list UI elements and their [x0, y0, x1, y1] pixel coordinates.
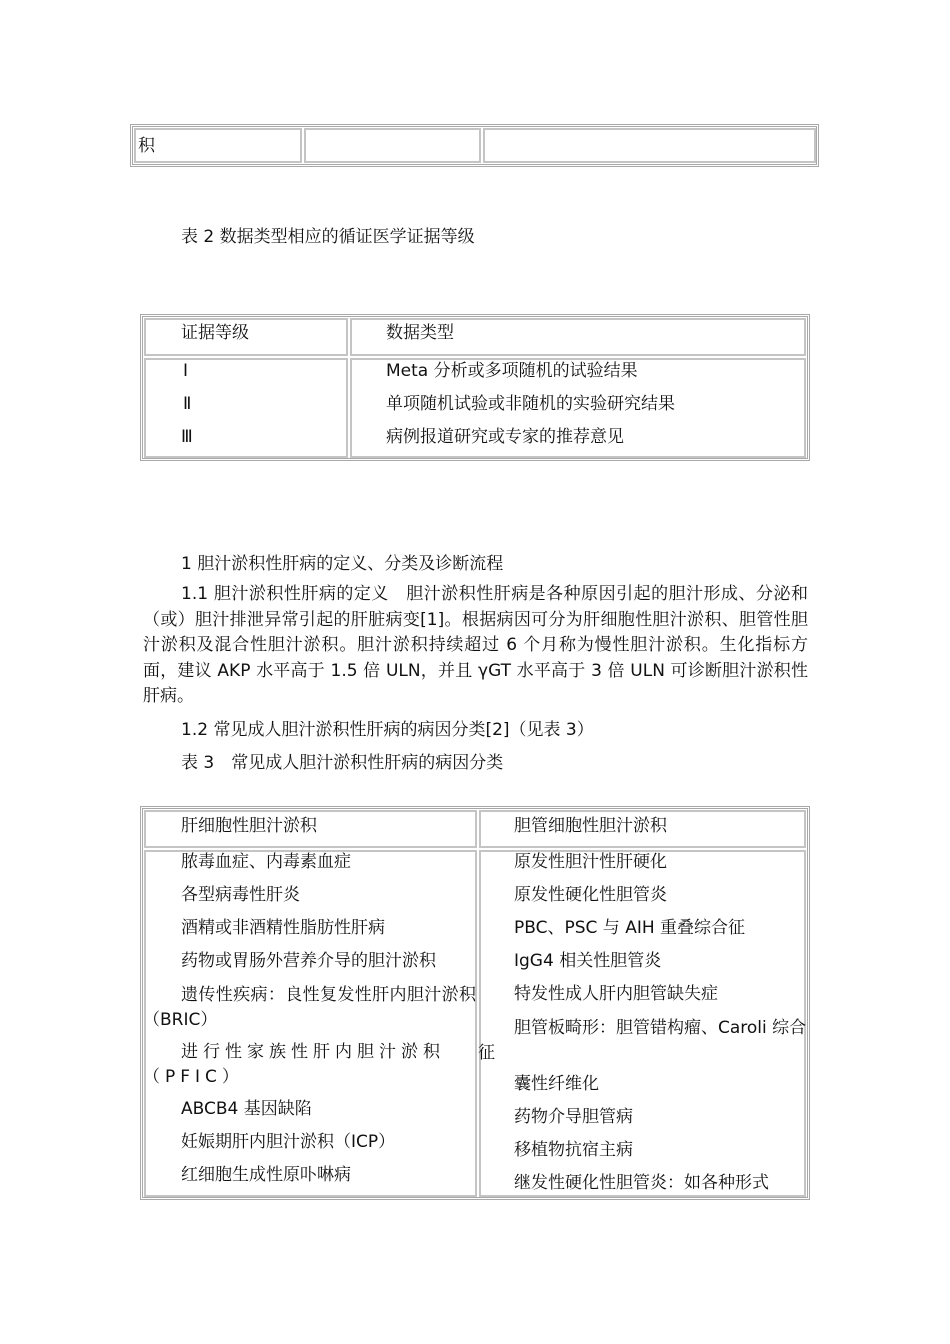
table3-left-item: 红细胞生成性原卟啉病 — [181, 1165, 351, 1185]
paragraph-1-1 — [143, 582, 808, 710]
table3-left-item: ABCB4 基因缺陷 — [181, 1099, 312, 1119]
table2-level-1: Ⅰ — [183, 361, 189, 381]
table2-level-3: Ⅲ — [181, 427, 193, 447]
top-table-cell-3 — [483, 128, 816, 163]
table2-type-3: 病例报道研究或专家的推荐意见 — [386, 427, 624, 447]
top-table-cell-1 — [134, 128, 302, 163]
paragraph-1-1-text: 1.1 胆汁淤积性肝病的定义 胆汁淤积性肝病是各种原因引起的胆汁形成、分泌和（或）胆汁排泄异常引起的肝脏病变[1]。根据病因可分为肝细胞性胆汁淤积、胆管性胆汁淤积及混合性胆汁淤积。胆汁淤积持续超过 6 个月称为慢性胆汁淤积。生化指标方面，建议 AKP 水平高于 1.5 倍 ULN，并且 γGT 水平高于 3 倍 ULN 可诊断胆汁淤积性肝病。 — [143, 584, 808, 706]
table3-left-item: 脓毒血症、内毒素血症 — [181, 852, 351, 872]
table3-right-item: 原发性硬化性胆管炎 — [514, 885, 667, 905]
table2-body-cell-1 — [144, 358, 348, 458]
table3-left-item: 药物或胃肠外营养介导的胆汁淤积 — [181, 951, 436, 971]
table3-right-item: 囊性纤维化 — [514, 1074, 599, 1094]
table3-right-item: 继发性硬化性胆管炎：如各种形式 — [514, 1173, 769, 1193]
table3-right-item: 原发性胆汁性肝硬化 — [514, 852, 667, 872]
paragraph-1-2: 1.2 常见成人胆汁淤积性肝病的病因分类[2]（见表 3） — [181, 720, 594, 740]
table2-type-2: 单项随机试验或非随机的实验研究结果 — [386, 394, 675, 414]
section-heading: 1 胆汁淤积性肝病的定义、分类及诊断流程 — [181, 554, 504, 574]
table3-right-item: 特发性成人肝内胆管缺失症 — [514, 984, 718, 1004]
top-table-first-cell-text: 积 — [138, 136, 155, 156]
table3-right-item: 药物介导胆管病 — [514, 1107, 633, 1127]
table3-left-item-wrapped: 进行性家族性肝内胆汁淤积（PFIC） — [143, 1042, 445, 1087]
table2-caption: 表 2 数据类型相应的循证医学证据等级 — [181, 227, 475, 247]
table2-header-level: 证据等级 — [181, 323, 249, 343]
table3-left-item: 各型病毒性肝炎 — [181, 885, 300, 905]
table3-left-item: 酒精或非酒精性脂肪性肝病 — [181, 918, 385, 938]
table3-left-item-wrapped: 遗传性疾病：良性复发性肝内胆汁淤积（BRIC） — [143, 985, 476, 1030]
table3-left-item: 妊娠期肝内胆汁淤积（ICP） — [181, 1132, 396, 1152]
table3-right-item: IgG4 相关性胆管炎 — [514, 951, 662, 971]
table2-level-2: Ⅱ — [183, 394, 192, 414]
table3-right-item-wrapped: 胆管板畸形：胆管错构瘤、Caroli 综合征 — [478, 1018, 807, 1063]
table2-header-type: 数据类型 — [386, 323, 454, 343]
table3-right-item: PBC、PSC 与 AIH 重叠综合征 — [514, 918, 746, 938]
table3-caption: 表 3 常见成人胆汁淤积性肝病的病因分类 — [181, 753, 504, 773]
top-table-cell-2 — [304, 128, 481, 163]
table2-type-1: Meta 分析或多项随机的试验结果 — [386, 361, 638, 381]
table3-header-cholangiocellular: 胆管细胞性胆汁淤积 — [514, 816, 667, 836]
top-table — [130, 124, 819, 167]
table3-header-hepatocellular: 肝细胞性胆汁淤积 — [181, 816, 317, 836]
table3-right-item: 移植物抗宿主病 — [514, 1140, 633, 1160]
